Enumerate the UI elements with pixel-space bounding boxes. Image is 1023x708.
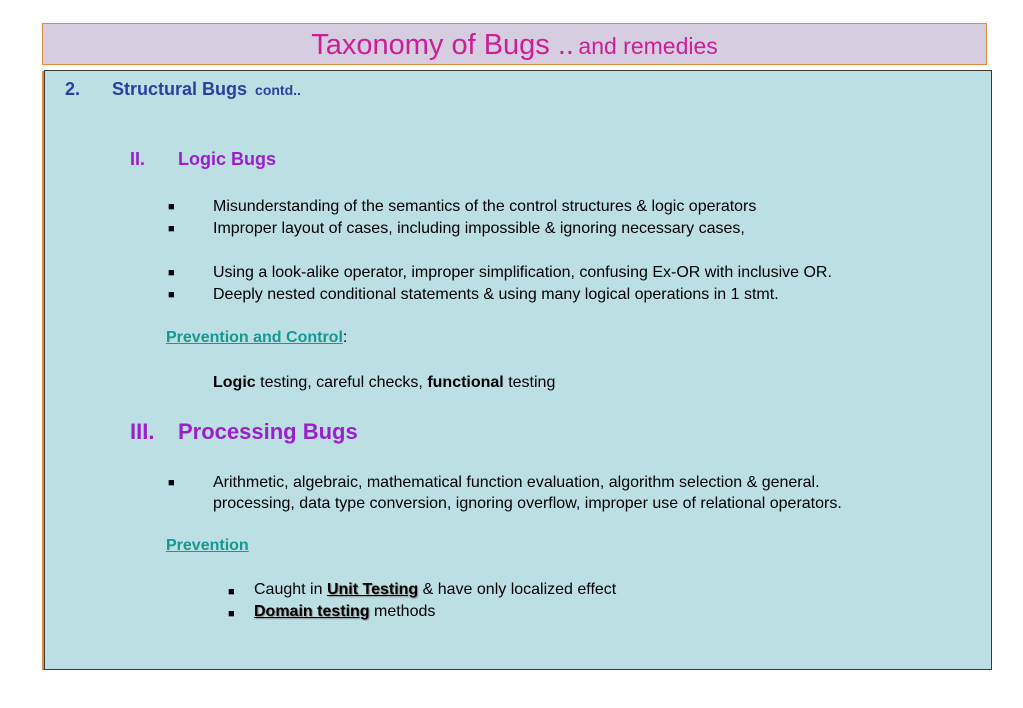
domain-testing-term: Domain testing <box>254 603 370 620</box>
logic-bullet: Misunderstanding of the semantics of the control structures & logic operators <box>213 198 757 215</box>
prevention-link[interactable]: Prevention <box>166 537 249 554</box>
prevention-item <box>254 581 616 599</box>
slide-subtitle: and remedies <box>578 33 718 59</box>
bullet-icon: ■ <box>168 477 175 489</box>
remedy-bold-functional: functional <box>427 374 504 391</box>
section-contd: contd.. <box>255 82 301 98</box>
section-heading <box>112 79 301 100</box>
prevention-colon: : <box>342 329 348 346</box>
slide-title: Taxonomy of Bugs .. <box>311 29 574 61</box>
content-panel <box>44 70 992 670</box>
bullet-icon: ■ <box>168 223 175 235</box>
bullet-icon: ■ <box>228 586 235 598</box>
item-pre: Caught in <box>254 581 327 598</box>
logic-number: II. <box>130 149 146 169</box>
processing-bullet-line1: Arithmetic, algebraic, mathematical function evaluation, algorithm selection & general. <box>213 474 820 491</box>
prevention-item <box>254 603 435 621</box>
item-post: & have only localized effect <box>418 581 617 598</box>
bullet-icon: ■ <box>228 608 235 620</box>
item-post: methods <box>369 603 436 620</box>
bullet-icon: ■ <box>168 289 175 301</box>
unit-testing-term: Unit Testing <box>326 581 419 598</box>
logic-bullet: Using a look-alike operator, improper simplification, confusing Ex-OR with inclusive OR. <box>213 264 832 281</box>
logic-title: Logic Bugs <box>178 149 276 169</box>
bullet-icon: ■ <box>168 201 175 213</box>
processing-title: Processing Bugs <box>178 419 358 444</box>
prevention-and-control-link[interactable]: Prevention and Control <box>166 329 343 346</box>
logic-bullet: Improper layout of cases, including impossible & ignoring necessary cases, <box>213 220 745 237</box>
section-number: 2. <box>65 79 81 99</box>
processing-number: III. <box>130 419 155 444</box>
section-title: Structural Bugs <box>112 79 248 99</box>
remedy-bold-logic: Logic <box>213 374 256 391</box>
slide-title-bar <box>42 23 987 65</box>
remedy-text-2: testing <box>503 374 556 391</box>
remedy-text-1: testing, careful checks, <box>255 374 428 391</box>
processing-bullet-line2: processing, data type conversion, ignoring overflow, improper use of relational operators. <box>213 495 842 512</box>
logic-prevention <box>166 329 347 347</box>
logic-remedy <box>213 374 555 392</box>
bullet-icon: ■ <box>168 267 175 279</box>
logic-bullet: Deeply nested conditional statements & using many logical operations in 1 stmt. <box>213 286 779 303</box>
